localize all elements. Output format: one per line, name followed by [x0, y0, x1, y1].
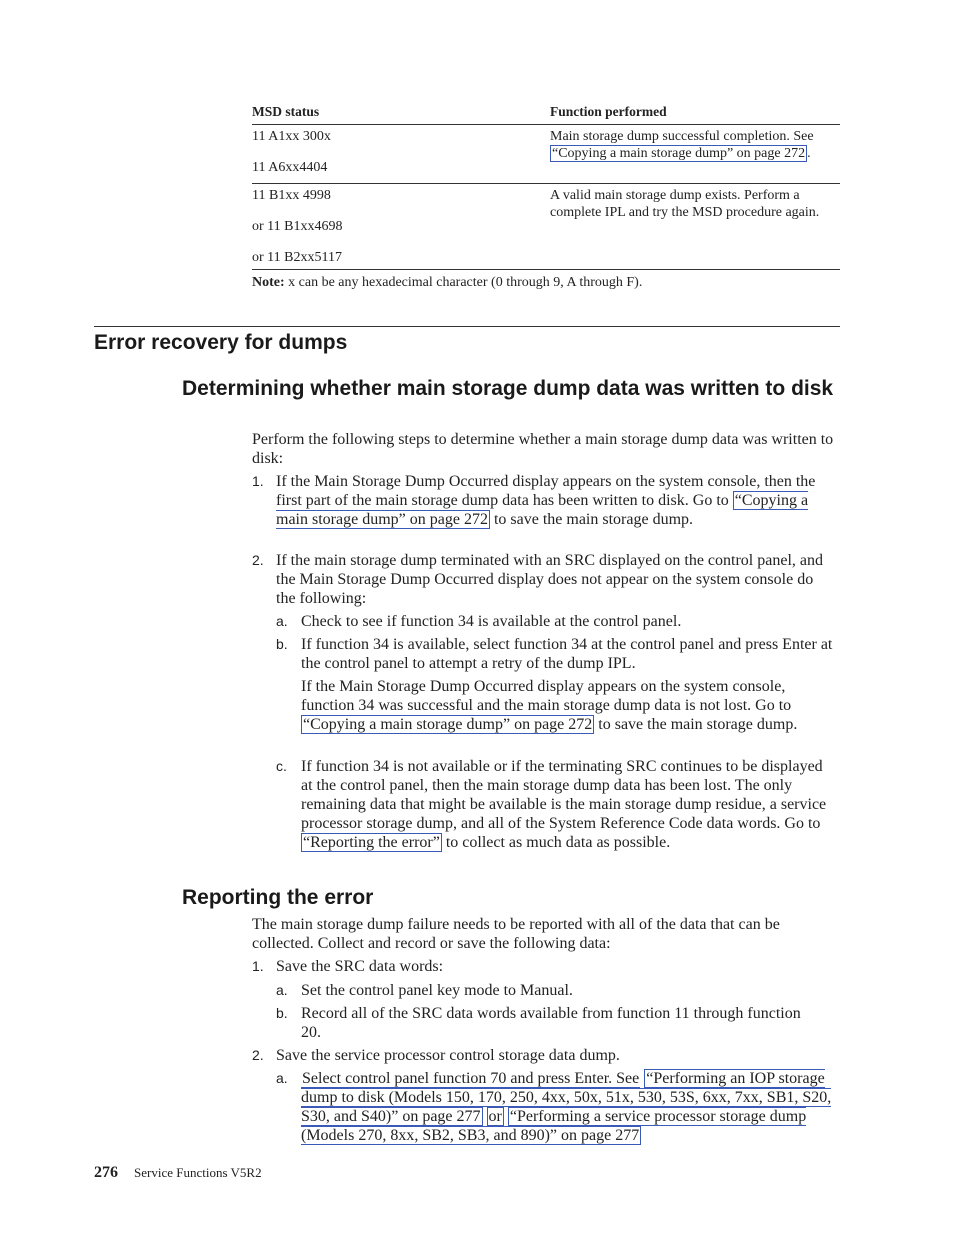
- copying-dump-link[interactable]: “Copying a main storage dump” on page 272: [276, 492, 809, 528]
- service-processor-dump-link[interactable]: “Performing a service processor storage dump (Models 270, 8xx, SB2, SB3, and 890)” on page 277: [301, 1108, 807, 1144]
- table-bottom-rule: [252, 269, 840, 270]
- step-body: If the Main Storage Dump Occurred display appears on the system console, then the first part of the main storage dump data has been written to disk. Go to: [276, 473, 816, 509]
- table-header-status: MSD status: [252, 104, 320, 119]
- substep-text: Check to see if function 34 is available at the control panel.: [301, 613, 682, 630]
- footer-title: Service Functions V5R2: [134, 1165, 262, 1180]
- intro-paragraph: Perform the following steps to determine whether a main storage dump data was written to disk:: [252, 431, 834, 467]
- substep-letter: b.: [276, 636, 288, 652]
- substep-body: If function 34 is not available or if the terminating SRC continues to be displayed at the control panel, then the main storage dump data has been lost. The only remaining data that might be available is the main storage dump residue, a service processor storage dump, and all of the System Reference Code data words. Go to: [301, 758, 827, 832]
- substep-letter: a.: [276, 613, 288, 629]
- section-title: Error recovery for dumps: [94, 331, 348, 354]
- function-text-end: .: [807, 146, 811, 161]
- step-text: Save the SRC data words:: [276, 958, 444, 975]
- step-number: 1.: [252, 958, 264, 974]
- footer: [94, 1164, 262, 1182]
- status-code: 11 B1xx 4998: [252, 188, 331, 203]
- status-code: or 11 B1xx4698: [252, 219, 343, 234]
- step-body-end: to save the main storage dump.: [489, 511, 694, 528]
- substep-text: [301, 757, 836, 852]
- table-header-function: Function performed: [550, 104, 667, 119]
- substep-letter: b.: [276, 1005, 288, 1021]
- section-rule: [94, 326, 840, 327]
- step-number: 1.: [252, 473, 264, 489]
- substep-text: Set the control panel key mode to Manual.: [301, 982, 573, 999]
- table-row-rule: [252, 183, 840, 184]
- subsection-title: Determining whether main storage dump data was written to disk: [182, 377, 834, 400]
- subsection-title: Reporting the error: [182, 886, 374, 909]
- paragraph-body-end: to save the main storage dump.: [594, 716, 798, 733]
- table-header-rule: [252, 124, 840, 125]
- note-text: x can be any hexadecimal character (0 through 9, A through F).: [288, 275, 643, 290]
- page-number: 276: [94, 1164, 118, 1181]
- table-row: [252, 187, 532, 266]
- status-code: 11 A1xx 300x: [252, 129, 331, 144]
- substep-body-end: to collect as much data as possible.: [441, 834, 671, 851]
- function-70-text: Select control panel function 70 and press Enter. See: [302, 1070, 640, 1087]
- intro-paragraph: The main storage dump failure needs to be reported with all of the data that can be collected. Collect and record or save the following data:: [252, 916, 780, 952]
- or-link[interactable]: or: [488, 1108, 502, 1125]
- iop-storage-dump-link[interactable]: “Performing an IOP storage dump to disk (Models 150, 170, 250, 4xx, 50x, 51x, 530, 53S, 6xx, 7xx, SB1, S20, S30, and S40)” on page 277: [301, 1070, 832, 1125]
- step-text: [276, 472, 838, 529]
- step-number: 2.: [252, 1047, 264, 1063]
- substep-text: Record all of the SRC data words available from function 11 through function 20.: [301, 1005, 801, 1041]
- substep-text: [301, 1069, 846, 1145]
- function-text: Main storage dump successful completion. See: [550, 129, 814, 144]
- note-label: Note:: [252, 275, 285, 290]
- substep-letter: a.: [276, 1070, 288, 1086]
- table-cell-function: [550, 128, 838, 162]
- copying-dump-link[interactable]: “Copying a main storage dump” on page 272: [303, 716, 593, 733]
- reporting-error-link[interactable]: “Reporting the error”: [303, 834, 440, 851]
- step-text: Save the service processor control storage data dump.: [276, 1047, 620, 1064]
- table-note: [252, 274, 840, 291]
- copying-dump-link[interactable]: “Copying a main storage dump” on page 272: [552, 146, 806, 161]
- paragraph-body: If the Main Storage Dump Occurred display appears on the system console, function 34 was successful and the main storage dump data is not lost. Go to: [301, 678, 792, 714]
- status-code: 11 A6xx4404: [252, 160, 328, 175]
- step-number: 2.: [252, 552, 264, 568]
- substep-paragraph: [301, 677, 841, 734]
- substep-letter: a.: [276, 982, 288, 998]
- status-code: or 11 B2xx5117: [252, 250, 342, 265]
- step-text: If the main storage dump terminated with an SRC displayed on the control panel, and the Main Storage Dump Occurred display does not appear on the system console do the following:: [276, 552, 823, 607]
- table-cell-function: A valid main storage dump exists. Perform a complete IPL and try the MSD procedure again.: [550, 188, 820, 220]
- table-row: [252, 128, 532, 176]
- substep-text: If function 34 is available, select function 34 at the control panel and press Enter at the control panel to attempt a retry of the dump IPL.: [301, 636, 833, 672]
- substep-letter: c.: [276, 758, 287, 774]
